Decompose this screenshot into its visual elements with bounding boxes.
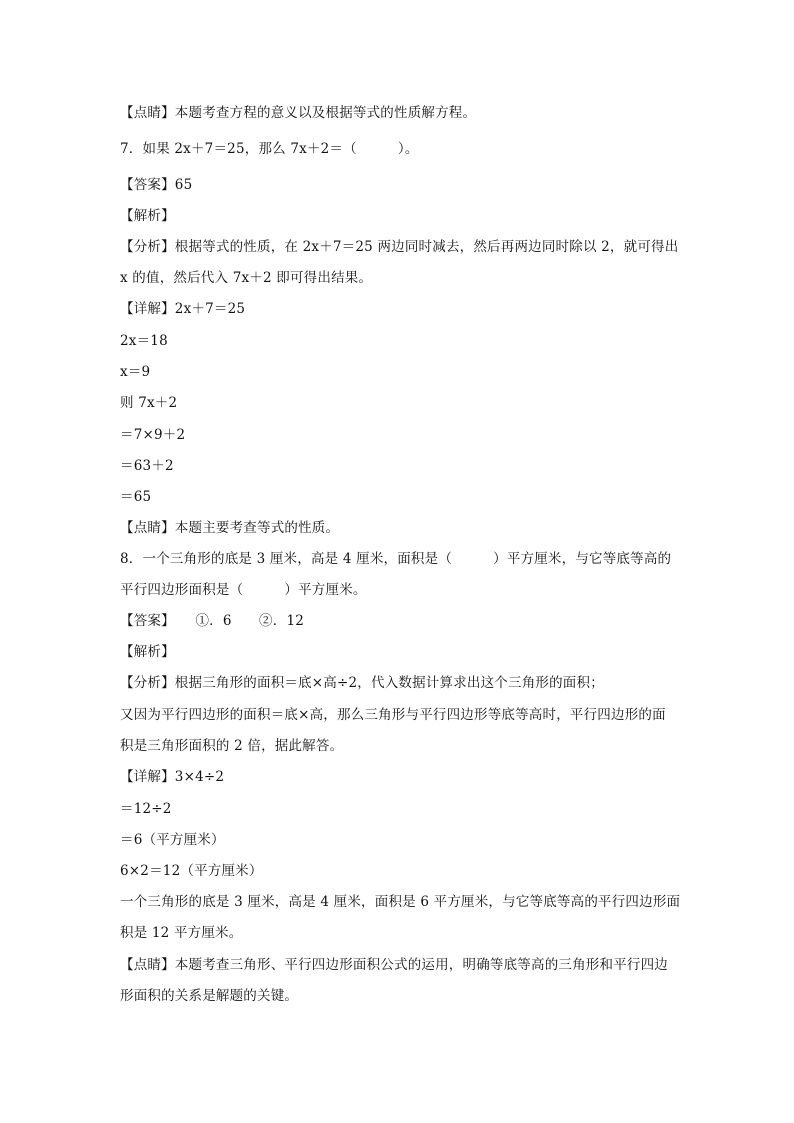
analysis-heading: 【解析】 bbox=[120, 208, 175, 224]
answer-line: 【答案】65 bbox=[120, 177, 193, 193]
analysis-line: 又因为平行四边形的面积＝底×高，那么三角形与平行四边形等底等高时，平行四边形的面 bbox=[120, 707, 666, 723]
comment-line: 【点睛】本题考查三角形、平行四边形面积公式的运用，明确等底等高的三角形和平行四边 bbox=[120, 957, 668, 973]
question-8-continued: 平行四边形面积是（ ）平方厘米。 bbox=[120, 582, 367, 598]
equation-line: ＝12÷2 bbox=[120, 801, 172, 817]
comment-line: 【点睛】本题主要考查等式的性质。 bbox=[120, 520, 340, 536]
equation-line: x＝9 bbox=[120, 364, 151, 380]
analysis-line: 【分析】根据三角形的面积＝底×高÷2，代入数据计算求出这个三角形的面积； bbox=[120, 675, 604, 691]
analysis-line: 积是三角形面积的 2 倍，据此解答。 bbox=[120, 738, 344, 754]
equation-line: ＝7×9＋2 bbox=[120, 427, 186, 443]
answer-line: 【答案】 ①．6 ②．12 bbox=[120, 613, 305, 629]
equation-line: 2x＝18 bbox=[120, 333, 168, 349]
comment-line: 【点睛】本题考查方程的意义以及根据等式的性质解方程。 bbox=[120, 105, 477, 121]
equation-line: 6×2＝12（平方厘米） bbox=[120, 863, 263, 879]
equation-line: 则 7x＋2 bbox=[120, 395, 178, 411]
comment-line: 形面积的关系是解题的关键。 bbox=[120, 988, 299, 1004]
analysis-line: x 的值，然后代入 7x＋2 即可得出结果。 bbox=[120, 270, 373, 286]
equation-line: ＝65 bbox=[120, 489, 152, 505]
detail-line: 【详解】2x＋7＝25 bbox=[120, 301, 246, 317]
analysis-line: 【分析】根据等式的性质，在 2x＋7＝25 两边同时减去，然后再两边同时除以 2，就可得出 bbox=[120, 239, 679, 255]
conclusion-line: 一个三角形的底是 3 厘米，高是 4 厘米，面积是 6 平方厘米，与它等底等高的平行四边形面 bbox=[120, 894, 681, 910]
question-7: 7．如果 2x＋7＝25，那么 7x＋2＝（ ）。 bbox=[120, 141, 419, 157]
detail-line: 【详解】3×4÷2 bbox=[120, 769, 225, 785]
analysis-heading: 【解析】 bbox=[120, 644, 175, 660]
equation-line: ＝63＋2 bbox=[120, 458, 174, 474]
question-8: 8．一个三角形的底是 3 厘米，高是 4 厘米，面积是（ ）平方厘米，与它等底等高的 bbox=[120, 551, 672, 567]
equation-line: ＝6（平方厘米） bbox=[120, 832, 225, 848]
conclusion-line: 积是 12 平方厘米。 bbox=[120, 925, 243, 941]
